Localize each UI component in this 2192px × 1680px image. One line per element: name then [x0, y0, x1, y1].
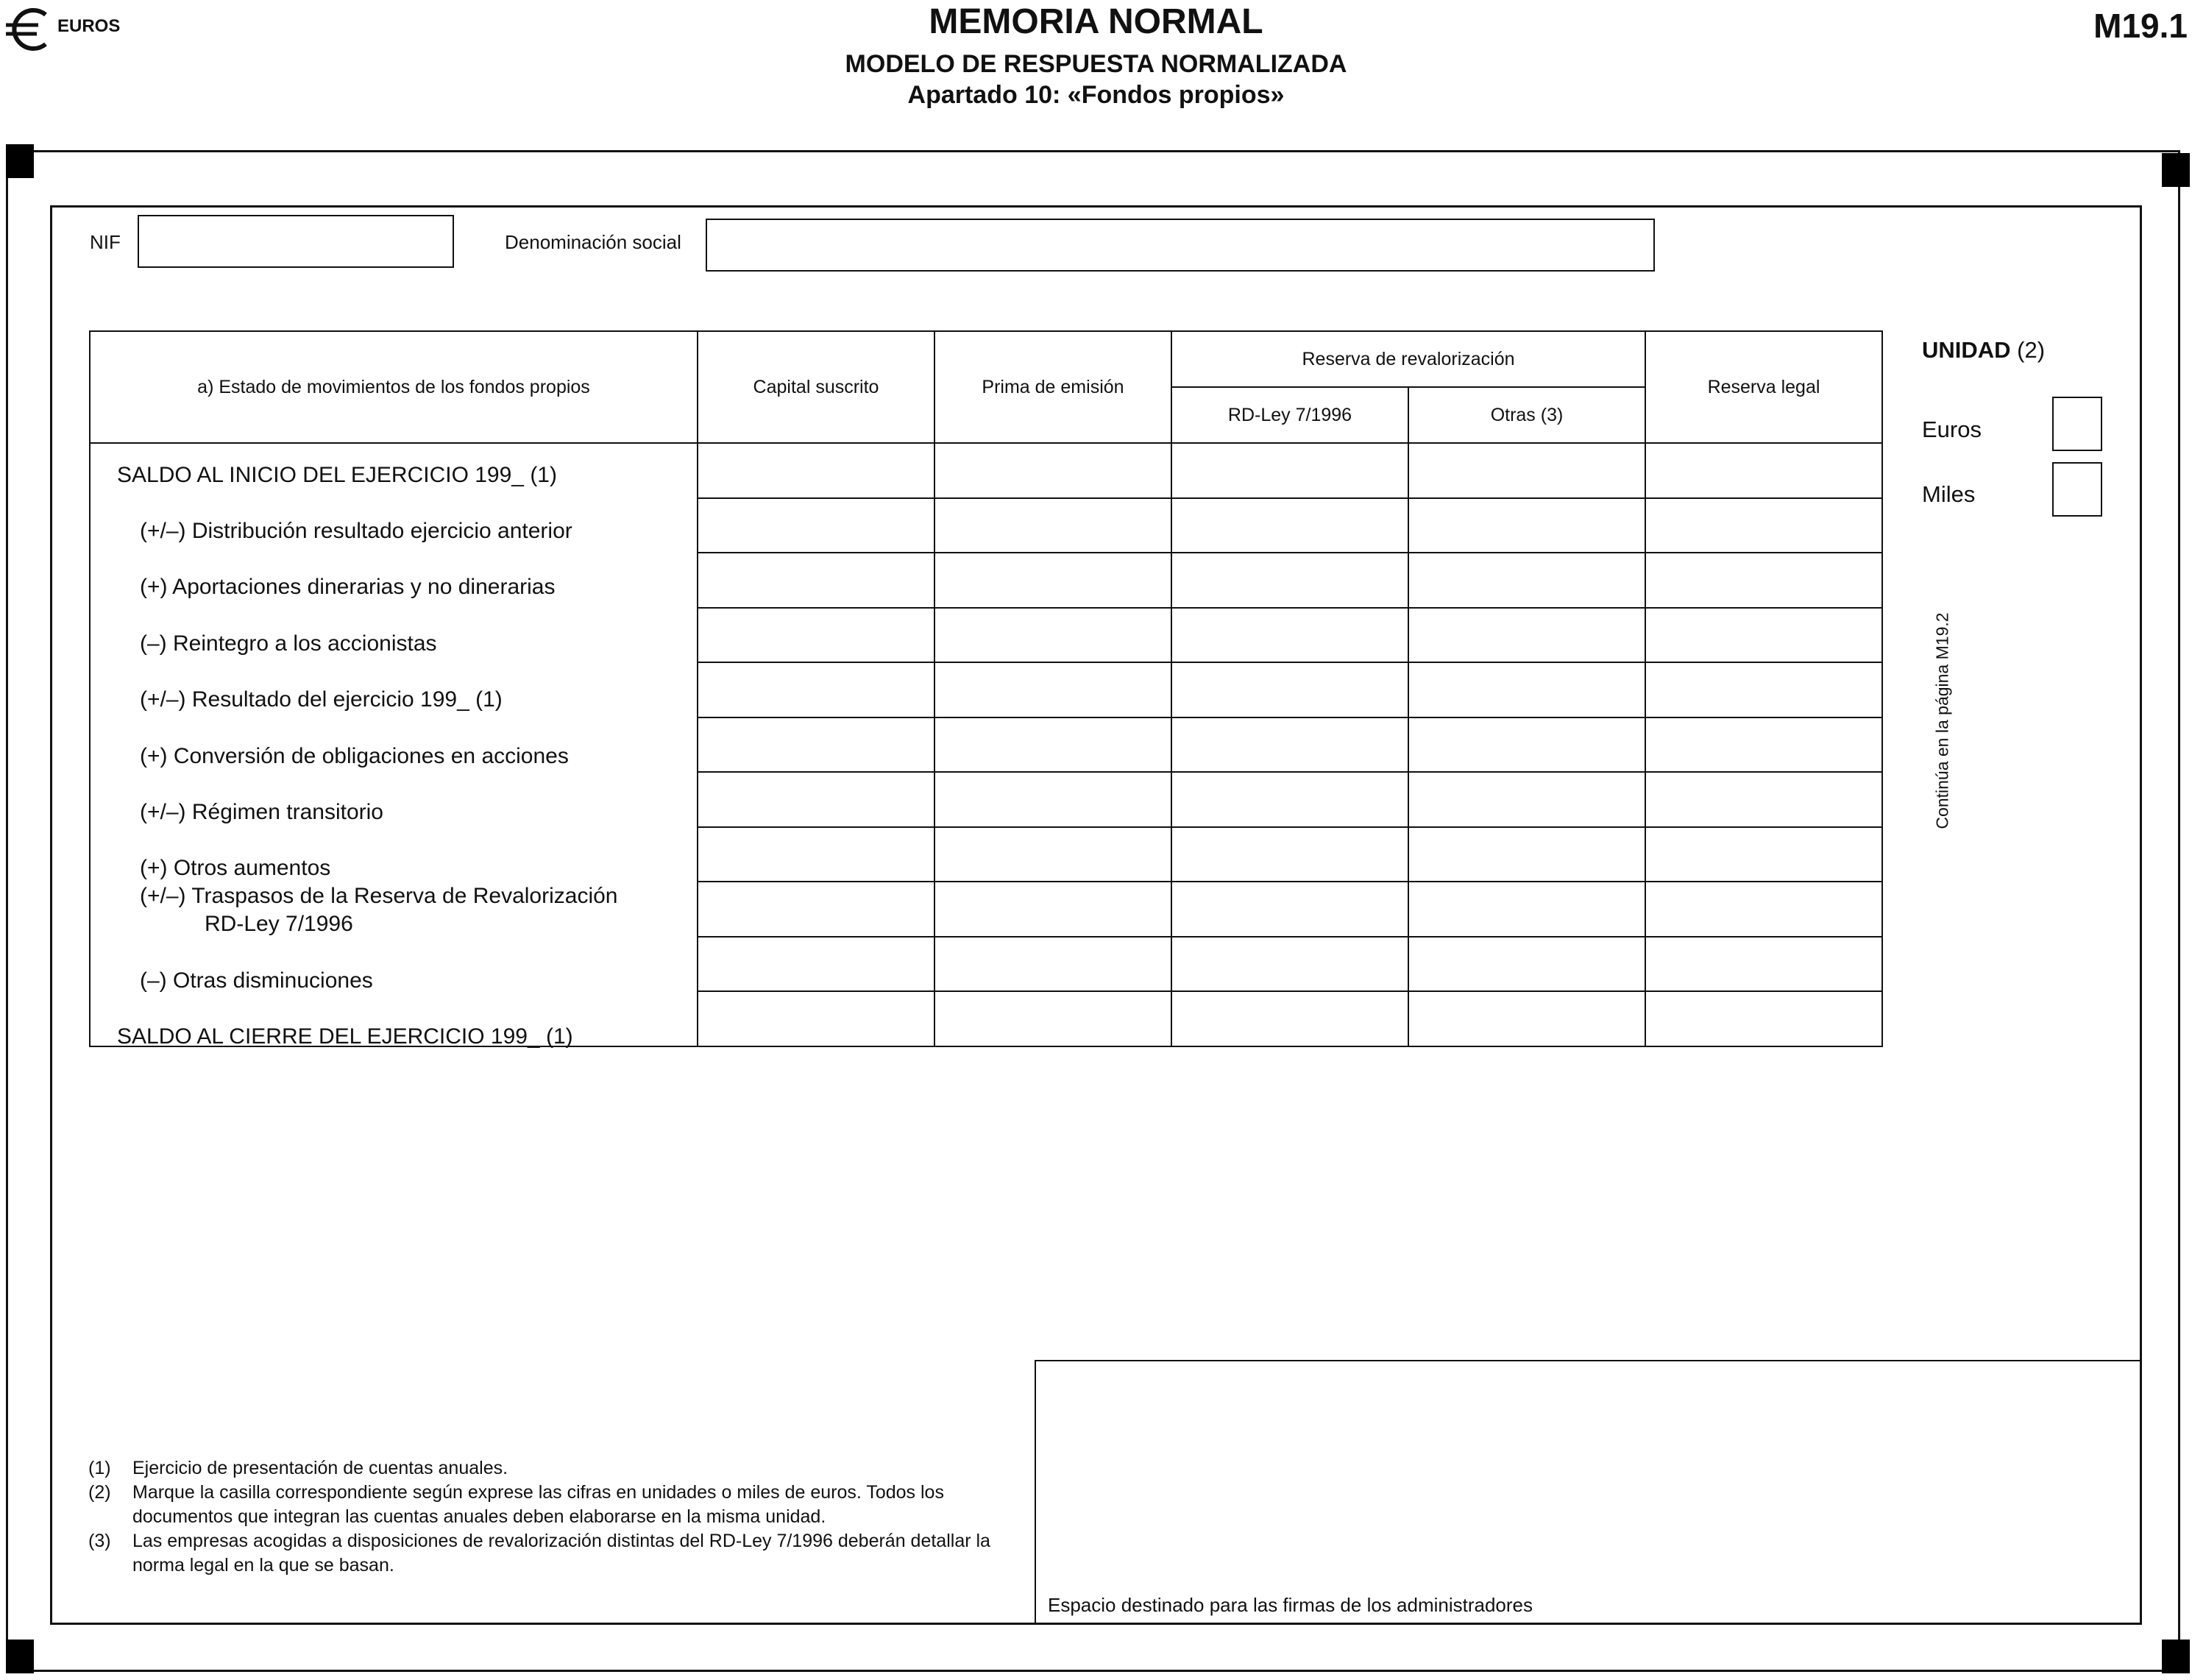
cell-input[interactable]	[1645, 717, 1882, 773]
denominacion-field[interactable]	[706, 219, 1655, 272]
footnote-number: (3)	[88, 1531, 111, 1551]
cell-input[interactable]	[1171, 662, 1408, 717]
cell-input[interactable]	[1645, 498, 1882, 553]
cell-input[interactable]	[1645, 608, 1882, 663]
row-label-aportaciones: (+) Aportaciones dinerarias y no dinerarias	[140, 575, 556, 599]
cell-input[interactable]	[1408, 717, 1645, 773]
registration-mark	[2162, 153, 2190, 187]
row-labels	[90, 443, 698, 1049]
form-code: M19.1	[2093, 7, 2188, 45]
nif-label: NIF	[90, 231, 121, 253]
cell-input[interactable]	[698, 498, 934, 553]
footnote-item	[88, 1456, 1001, 1481]
cell-input[interactable]	[1171, 553, 1408, 608]
cell-input[interactable]	[698, 991, 934, 1046]
cell-input[interactable]	[1645, 553, 1882, 608]
unidad-title-note: (2)	[2010, 337, 2046, 363]
row-label-otros-aumentos: (+) Otros aumentos	[140, 856, 331, 880]
cell-input[interactable]	[698, 608, 934, 663]
row-label-reintegro: (–) Reintegro a los accionistas	[140, 631, 437, 656]
cell-input[interactable]	[934, 772, 1171, 827]
cell-input[interactable]	[934, 553, 1171, 608]
cell-input[interactable]	[1645, 882, 1882, 937]
cell-input[interactable]	[1645, 937, 1882, 992]
column-header-reserva-legal: Reserva legal	[1645, 331, 1882, 443]
cell-input[interactable]	[698, 553, 934, 608]
denominacion-label: Denominación social	[505, 231, 681, 253]
column-header-prima: Prima de emisión	[934, 331, 1171, 443]
cell-input[interactable]	[934, 937, 1171, 992]
table-caption: a) Estado de movimientos de los fondos propios	[90, 331, 698, 443]
footnotes	[88, 1456, 1001, 1578]
section-subtitle: Apartado 10: «Fondos propios»	[907, 81, 1285, 109]
unidad-title	[1922, 337, 2045, 364]
footnote-number: (1)	[88, 1458, 111, 1478]
cell-input[interactable]	[1645, 772, 1882, 827]
footnote-item	[88, 1529, 1001, 1578]
cell-input[interactable]	[1408, 827, 1645, 882]
cell-input[interactable]	[934, 498, 1171, 553]
registration-mark	[6, 1640, 34, 1673]
row-label-resultado: (+/–) Resultado del ejercicio 199_ (1)	[140, 687, 503, 712]
footnote-item	[88, 1481, 1001, 1529]
cell-input[interactable]	[1645, 991, 1882, 1046]
cell-input[interactable]	[934, 608, 1171, 663]
footnote-number: (2)	[88, 1482, 111, 1503]
cell-input[interactable]	[698, 882, 934, 937]
continua-note: Continúa en la página M19.2	[1932, 612, 1952, 829]
cell-input[interactable]	[698, 827, 934, 882]
cell-input[interactable]	[698, 937, 934, 992]
cell-input[interactable]	[1171, 443, 1408, 498]
page-title: MEMORIA NORMAL	[929, 2, 1263, 41]
footnote-text: Las empresas acogidas a disposiciones de revalorización distintas del RD-Ley 7/1996 deberán detallar la norma legal en la que se basan.	[132, 1531, 990, 1576]
cell-input[interactable]	[1408, 443, 1645, 498]
cell-input[interactable]	[1408, 991, 1645, 1046]
cell-input[interactable]	[698, 717, 934, 773]
cell-input[interactable]	[1171, 882, 1408, 937]
row-label-otras-disminuciones: (–) Otras disminuciones	[140, 968, 373, 993]
cell-input[interactable]	[1171, 772, 1408, 827]
column-header-capital: Capital suscrito	[698, 331, 934, 443]
registration-mark	[6, 144, 34, 178]
cell-input[interactable]	[1408, 608, 1645, 663]
cell-input[interactable]	[1645, 443, 1882, 498]
column-header-reserva-revalorizacion: Reserva de revalorización	[1171, 331, 1645, 387]
cell-input[interactable]	[934, 717, 1171, 773]
cell-input[interactable]	[1171, 937, 1408, 992]
column-header-rdley: RD-Ley 7/1996	[1171, 387, 1408, 443]
column-header-otras: Otras (3)	[1408, 387, 1645, 443]
cell-input[interactable]	[1171, 498, 1408, 553]
registration-mark	[2162, 1640, 2190, 1673]
cell-input[interactable]	[934, 882, 1171, 937]
cell-input[interactable]	[698, 772, 934, 827]
cell-input[interactable]	[1408, 498, 1645, 553]
signature-label: Espacio destinado para las firmas de los administradores	[1048, 1594, 1533, 1616]
footnote-text: Marque la casilla correspondiente según exprese las cifras en unidades o miles de euros. Todos los documentos que integran las cuentas anuales deben elaborarse en la misma unidad.	[132, 1482, 944, 1527]
cell-input[interactable]	[934, 662, 1171, 717]
signature-box[interactable]	[1035, 1360, 2142, 1625]
euros-checkbox[interactable]	[2052, 397, 2102, 451]
cell-input[interactable]	[934, 991, 1171, 1046]
cell-input[interactable]	[1408, 772, 1645, 827]
row-label-regimen: (+/–) Régimen transitorio	[140, 800, 383, 824]
cell-input[interactable]	[1645, 827, 1882, 882]
euros-option-label: Euros	[1922, 417, 1982, 442]
cell-input[interactable]	[1408, 662, 1645, 717]
row-label-saldo-inicio: SALDO AL INICIO DEL EJERCICIO 199_ (1)	[117, 463, 557, 487]
cell-input[interactable]	[698, 443, 934, 498]
cell-input[interactable]	[1171, 827, 1408, 882]
footnote-text: Ejercicio de presentación de cuentas anuales.	[132, 1458, 508, 1478]
row-label-traspasos-cont: RD-Ley 7/1996	[205, 912, 353, 936]
cell-input[interactable]	[1408, 882, 1645, 937]
cell-input[interactable]	[1408, 553, 1645, 608]
cell-input[interactable]	[1645, 662, 1882, 717]
cell-input[interactable]	[1171, 608, 1408, 663]
row-label-saldo-cierre: SALDO AL CIERRE DEL EJERCICIO 199_ (1)	[117, 1024, 573, 1049]
cell-input[interactable]	[934, 827, 1171, 882]
cell-input[interactable]	[1171, 717, 1408, 773]
cell-input[interactable]	[1408, 937, 1645, 992]
currency-label: EUROS	[57, 16, 121, 36]
row-label-conversion: (+) Conversión de obligaciones en acciones	[140, 744, 569, 768]
movements-table	[89, 330, 1883, 1047]
cell-input[interactable]	[1171, 991, 1408, 1046]
miles-checkbox[interactable]	[2052, 462, 2102, 517]
cell-input[interactable]	[698, 662, 934, 717]
page-subtitle: MODELO DE RESPUESTA NORMALIZADA	[845, 50, 1347, 78]
cell-input[interactable]	[934, 443, 1171, 498]
miles-option-label: Miles	[1922, 481, 1976, 507]
row-label-distribucion: (+/–) Distribución resultado ejercicio anterior	[140, 519, 572, 543]
unidad-title-text: UNIDAD	[1922, 337, 2011, 363]
row-label-traspasos: (+/–) Traspasos de la Reserva de Revalorización	[140, 884, 618, 908]
nif-field[interactable]	[138, 215, 454, 268]
